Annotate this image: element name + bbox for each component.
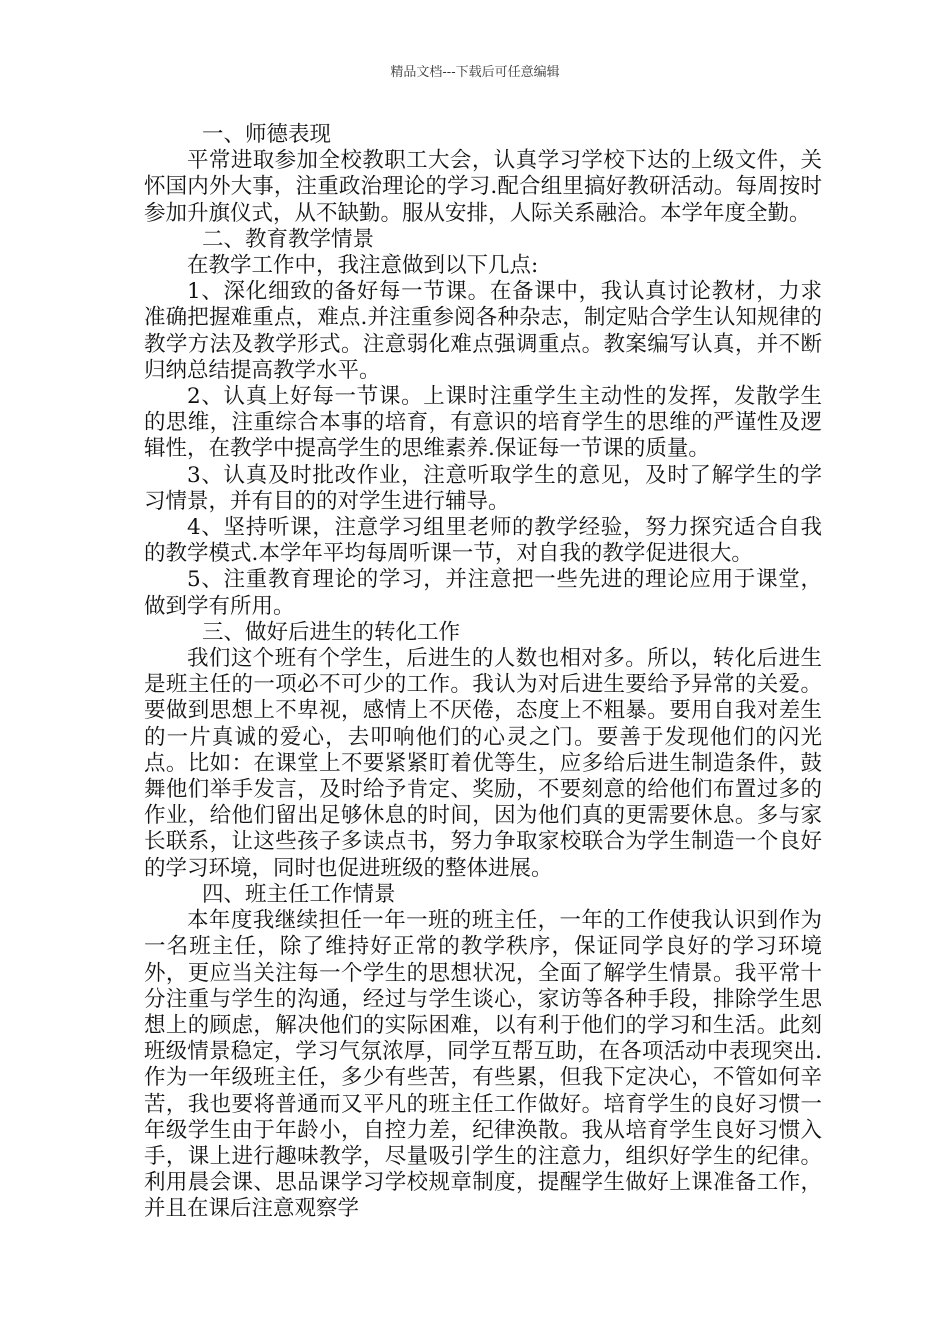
- page-header: 精品文档---下载后可任意编辑: [390, 65, 560, 80]
- section-heading-1: 一、师德表现: [202, 122, 332, 147]
- paragraph-teacher-ethics: 平常进取参加全校教职工大会，认真学习学校下达的上级文件，关怀国内外大事，注重政治理论的学习.配合组里搞好教研活动。每周按时参加升旗仪式，从不缺勤。服从安排，人际关系融洽。本学年度全勤。: [144, 148, 822, 226]
- paragraph-item-3: 3、认真及时批改作业，注意听取学生的意见，及时了解学生的学习情景，并有目的的对学生进行辅导。: [144, 462, 822, 514]
- document-body: [144, 122, 822, 1223]
- paragraph-class-teacher: 本年度我继续担任一年一班的班主任，一年的工作使我认识到作为一名班主任，除了维持好正常的教学秩序，保证同学良好的学习环境外，更应当关注每一个学生的思想状况，全面了解学生情景。我平常十分注重与学生的沟通，经过与学生谈心，家访等各种手段，排除学生思想上的顾虑，解决他们的实际困难，以有利于他们的学习和生活。此刻班级情景稳定，学习气氛浓厚，同学互帮互助，在各项活动中表现突出.作为一年级班主任，多少有些苦，有些累，但我下定决心，不管如何辛苦，我也要将普通而又平凡的班主任工作做好。培育学生的良好习惯一年级学生由于年龄小，自控力差，纪律涣散。我从培育学生良好习惯入手，课上进行趣味教学，尽量吸引学生的注意力，组织好学生的纪律。利用晨会课、思品课学习学校规章制度，提醒学生做好上课准备工作，并且在课后注意观察学: [144, 908, 822, 1222]
- paragraph-item-1: 1、深化细致的备好每一节课。在备课中，我认真讨论教材，力求准确把握难重点，难点.并注重参阅各种杂志，制定贴合学生认知规律的教学方法及教学形式。注意弱化难点强调重点。教案编写认真，并不断归纳总结提高教学水平。: [144, 279, 822, 383]
- section-heading-2: 二、教育教学情景: [202, 226, 375, 252]
- paragraph-struggling-students: 我们这个班有个学生，后进生的人数也相对多。所以，转化后进生是班主任的一项必不可少的工作。我认为对后进生要给予异常的关爱。要做到思想上不卑视，感情上不厌倦，态度上不粗暴。要用自我对差生的一片真诚的爱心，去叩响他们的心灵之门。要善于发现他们的闪光点。比如：在课堂上不要紧紧盯着优等生，应多给后进生制造条件，鼓舞他们举手发言，及时给予肯定、奖励，不要刻意的给他们布置过多的作业，给他们留出足够休息的时间，因为他们真的更需要休息。多与家长联系，让这些孩子多读点书，努力争取家校联合为学生制造一个良好的学习环境，同时也促进班级的整体进展。: [144, 646, 822, 881]
- section-heading-3: 三、做好后进生的转化工作: [202, 619, 461, 645]
- section-heading-4: 四、班主任工作情景: [202, 881, 396, 907]
- paragraph-item-5: 5、注重教育理论的学习，并注意把一些先进的理论应用于课堂，做到学有所用。: [144, 567, 822, 619]
- paragraph-teaching-intro: 在教学工作中，我注意做到以下几点:: [187, 253, 539, 279]
- paragraph-item-4: 4、坚持听课，注意学习组里老师的教学经验，努力探究适合自我的教学模式.本学年平均每周听课一节，对自我的教学促进很大。: [144, 515, 822, 567]
- paragraph-item-2: 2、认真上好每一节课。上课时注重学生主动性的发挥，发散学生的思维，注重综合本事的培育，有意识的培育学生的思维的严谨性及逻辑性，在教学中提高学生的思维素养.保证每一节课的质量。: [144, 384, 822, 462]
